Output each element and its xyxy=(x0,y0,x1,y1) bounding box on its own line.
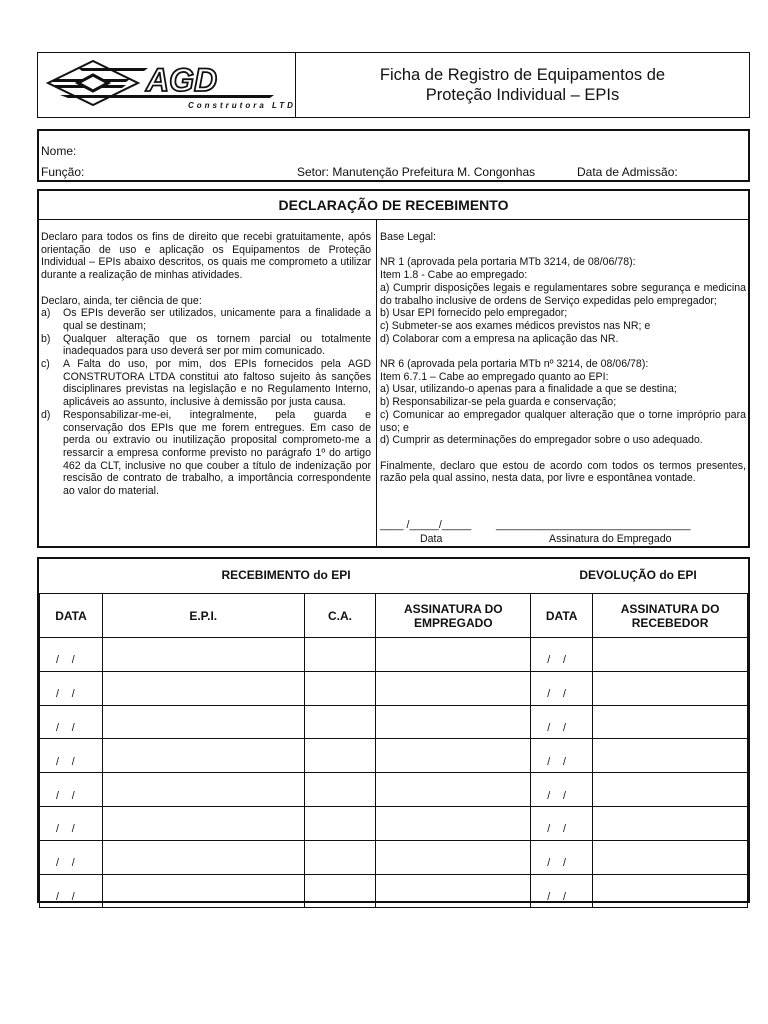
form-title-line2: Proteção Individual – EPIs xyxy=(425,86,620,104)
signature-label: Assinatura do Empregado xyxy=(549,533,672,545)
cell-data-recebimento[interactable]: / / xyxy=(40,671,103,705)
declaration-section xyxy=(37,189,750,548)
cell-assinatura-recebedor[interactable] xyxy=(593,874,748,908)
cell-epi[interactable] xyxy=(102,705,304,739)
date-label: Data xyxy=(420,533,443,545)
cell-data-recebimento[interactable]: / / xyxy=(40,773,103,807)
cell-ca[interactable] xyxy=(304,840,376,874)
declaration-intro: Declaro para todos os fins de direito que recebi gratuitamente, após orientação de uso e aplicação os Equipamentos de Proteção Individual – EPIs abaixo descritos, os quais me comprometo a utilizar durante a realização de minhas atividades. xyxy=(41,231,371,282)
cell-ca[interactable] xyxy=(304,739,376,773)
table-row xyxy=(40,638,748,672)
base-legal: Base Legal: xyxy=(380,231,436,243)
cell-assinatura-empregado[interactable] xyxy=(376,806,531,840)
column-divider xyxy=(376,219,377,546)
declaration-item: d) Responsabilizar-me-ei, integralmente, pela guarda e conservação dos EPIs que me forem entregues. Em caso de perda ou extravio ou inutilização proposital comprometo-me a ressarcir a empresa conforme previsto no parágrafo 1º do artigo 462 da CLT, inclusive no que couber a título de indenização por rescisão de contrato de trabalho, a importância correspondente ao valor do material. xyxy=(41,408,371,498)
declaration-item: a) Os EPIs deverão ser utilizados, unicamente para a finalidade a qual se destinam; xyxy=(41,307,371,332)
cell-assinatura-empregado[interactable] xyxy=(376,638,531,672)
nome-label: Nome: xyxy=(41,144,77,158)
cell-ca[interactable] xyxy=(304,806,376,840)
cell-assinatura-recebedor[interactable] xyxy=(593,671,748,705)
table-row xyxy=(40,874,748,908)
nr1-list-item: b) Usar EPI fornecido pelo empregador; xyxy=(380,307,568,320)
cell-assinatura-recebedor[interactable] xyxy=(593,806,748,840)
declaration-item: b) Qualquer alteração que os tornem parcial ou totalmente inadequados para uso deverá ser por mim comunicado. xyxy=(41,332,371,358)
cell-data-devolucao[interactable]: / / xyxy=(531,671,593,705)
agd-logo-icon xyxy=(38,53,295,117)
cell-ca[interactable] xyxy=(304,773,376,807)
declaration-intro2: Declaro, ainda, ter ciência de que: xyxy=(41,294,202,307)
col-header-assinatura-recebedor: ASSINATURA DO RECEBEDOR xyxy=(593,594,748,638)
col-header-data-devolucao: DATA xyxy=(531,594,593,638)
svg-text:AGD: AGD xyxy=(146,62,218,98)
declaration-left-column xyxy=(41,231,371,498)
declaration-item: c) A Falta do uso, por mim, dos EPIs fornecidos pela AGD CONSTRUTORA LTDA constitui ato faltoso sujeito às sanções disciplinares previstas na legislação e no Regulamento Interno, aplicáveis ao assunto, inclusive à demissão por justa causa. xyxy=(41,358,371,409)
cell-assinatura-empregado[interactable] xyxy=(376,705,531,739)
table-row xyxy=(40,671,748,705)
final-declaration: Finalmente, declaro que estou de acordo com todos os termos presentes, razão pela qual assino, nesta data, por livre e espontânea vontade. xyxy=(380,459,746,485)
form-title xyxy=(296,53,749,117)
funcao-label: Função: xyxy=(41,165,85,179)
form-header xyxy=(37,52,750,118)
cell-data-devolucao[interactable]: / / xyxy=(531,705,593,739)
col-header-epi: E.P.I. xyxy=(102,594,304,638)
cell-assinatura-recebedor[interactable] xyxy=(593,773,748,807)
cell-data-recebimento[interactable]: / / xyxy=(40,874,103,908)
declaration-title: DECLARAÇÃO DE RECEBIMENTO xyxy=(39,191,748,220)
col-header-data: DATA xyxy=(40,594,103,638)
epi-table-section xyxy=(37,557,750,903)
nr1-item: Item 1.8 - Cabe ao empregado: xyxy=(380,269,528,282)
cell-data-recebimento[interactable]: / / xyxy=(40,638,103,672)
cell-data-devolucao[interactable]: / / xyxy=(531,874,593,908)
nr1-list-item: d) Colaborar com a empresa na aplicação das NR. xyxy=(380,332,619,345)
form-title-line1: Ficha de Registro de Equipamentos de xyxy=(379,66,666,84)
cell-epi[interactable] xyxy=(102,840,304,874)
cell-data-recebimento[interactable]: / / xyxy=(40,840,103,874)
nr6-item: Item 6.7.1 – Cabe ao empregado quanto ao EPI: xyxy=(380,370,609,383)
cell-data-devolucao[interactable]: / / xyxy=(531,739,593,773)
cell-data-recebimento[interactable]: / / xyxy=(40,739,103,773)
signature-blank: _________________________________ xyxy=(496,519,691,531)
table-row xyxy=(40,739,748,773)
cell-epi[interactable] xyxy=(102,638,304,672)
cell-data-devolucao[interactable]: / / xyxy=(531,806,593,840)
cell-assinatura-empregado[interactable] xyxy=(376,874,531,908)
admissao-label: Data de Admissão: xyxy=(577,165,678,179)
cell-assinatura-empregado[interactable] xyxy=(376,671,531,705)
nr1-list-item: c) Submeter-se aos exames médicos previstos nas NR; e xyxy=(380,319,651,332)
cell-data-recebimento[interactable]: / / xyxy=(40,705,103,739)
svg-text:Construtora LTDA: Construtora LTDA xyxy=(188,101,295,110)
cell-ca[interactable] xyxy=(304,874,376,908)
nr6-list-item: c) Comunicar ao empregador qualquer alteração que o torne impróprio para uso; e xyxy=(380,408,746,434)
declaration-right-column xyxy=(380,231,746,485)
return-section-title: DEVOLUÇÃO do EPI xyxy=(579,568,697,582)
company-logo xyxy=(38,53,296,117)
table-row xyxy=(40,705,748,739)
cell-data-devolucao[interactable]: / / xyxy=(531,840,593,874)
nr6-title: NR 6 (aprovada pela portaria MTb nº 3214, de 08/06/78): xyxy=(380,358,649,370)
cell-data-devolucao[interactable]: / / xyxy=(531,638,593,672)
cell-assinatura-empregado[interactable] xyxy=(376,840,531,874)
employee-identification xyxy=(37,129,750,182)
cell-assinatura-recebedor[interactable] xyxy=(593,705,748,739)
col-header-ca: C.A. xyxy=(304,594,376,638)
cell-ca[interactable] xyxy=(304,705,376,739)
nr6-list-item: a) Usar, utilizando-o apenas para a finalidade a que se destina; xyxy=(380,383,677,396)
cell-epi[interactable] xyxy=(102,671,304,705)
cell-epi[interactable] xyxy=(102,739,304,773)
nr1-title: NR 1 (aprovada pela portaria MTb 3214, de 08/06/78): xyxy=(380,256,636,269)
table-row xyxy=(40,773,748,807)
cell-epi[interactable] xyxy=(102,806,304,840)
table-row xyxy=(40,806,748,840)
nr6-list-item: b) Responsabilizar-se pela guarda e conservação; xyxy=(380,396,617,409)
cell-ca[interactable] xyxy=(304,671,376,705)
nr1-list-item: a) Cumprir disposições legais e regulamentares sobre segurança e medicina do trabalho inclusive de ordens de Serviço expedidas pelo empregador; xyxy=(380,281,746,307)
cell-data-recebimento[interactable]: / / xyxy=(40,806,103,840)
cell-assinatura-empregado[interactable] xyxy=(376,739,531,773)
cell-assinatura-empregado[interactable] xyxy=(376,773,531,807)
receipt-section-title: RECEBIMENTO do EPI xyxy=(221,568,351,582)
cell-epi[interactable] xyxy=(102,773,304,807)
cell-assinatura-recebedor[interactable] xyxy=(593,840,748,874)
cell-assinatura-recebedor[interactable] xyxy=(593,638,748,672)
date-blank: ____ /_____/_____ xyxy=(380,519,472,531)
cell-data-devolucao[interactable]: / / xyxy=(531,773,593,807)
epi-table xyxy=(39,593,748,908)
cell-assinatura-recebedor[interactable] xyxy=(593,739,748,773)
cell-ca[interactable] xyxy=(304,638,376,672)
table-header-row xyxy=(40,594,748,638)
table-row xyxy=(40,840,748,874)
nr6-list-item: d) Cumprir as determinações do empregador sobre o uso adequado. xyxy=(380,434,703,447)
col-header-assinatura-empregado: ASSINATURA DO EMPREGADO xyxy=(376,594,531,638)
setor-label: Setor: Manutenção Prefeitura M. Congonhas xyxy=(297,165,536,179)
cell-epi[interactable] xyxy=(102,874,304,908)
